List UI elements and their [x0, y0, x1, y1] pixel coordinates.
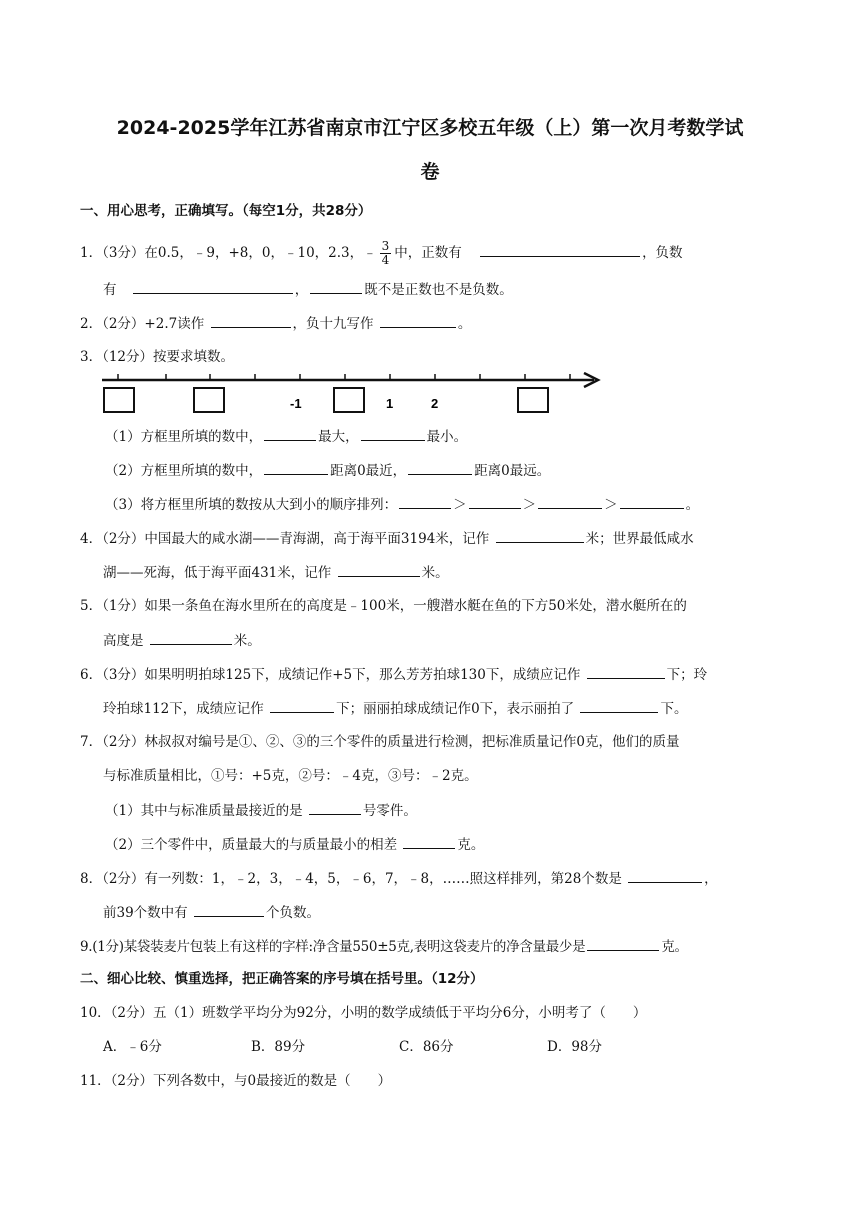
q5-blank-height[interactable]: [150, 630, 232, 645]
question-4-line1: [80, 528, 694, 549]
question-5-line2: [103, 630, 261, 651]
q6-blank-fangfang[interactable]: [587, 664, 665, 679]
question-7-part-1: [105, 800, 417, 821]
q1-frac-numerator: 3: [381, 239, 390, 253]
q7-p1-blank[interactable]: [309, 800, 361, 815]
q8-text-b: ，: [704, 871, 718, 887]
q6-text-e: 下。: [660, 701, 688, 717]
q3-p1-text-a: （1）方框里所填的数中，: [105, 429, 263, 445]
q8-text-d: 个负数。: [265, 905, 320, 921]
q3-p2-blank-nearest[interactable]: [264, 460, 328, 475]
q1-text-e: ，: [294, 282, 309, 298]
q3-p1-blank-min[interactable]: [361, 426, 425, 441]
q3-p2-text-c: 距离0最远。: [474, 463, 551, 479]
q3-p1-blank-max[interactable]: [264, 426, 316, 441]
q9-text-a: 9.(1分)某袋装麦片包装上有这样的字样:净含量550±5克,表明这袋麦片的净含量最少是: [80, 939, 586, 955]
question-2: [80, 313, 471, 334]
exam-title-line1: 2024-2025学年江苏省南京市江宁区多校五年级（上）第一次月考数学试: [116, 117, 744, 139]
q8-blank-28th[interactable]: [628, 868, 702, 883]
q8-blank-negatives[interactable]: [194, 902, 264, 917]
q6-text-d: 下；丽丽拍球成绩记作0下，表示丽拍了: [336, 701, 575, 717]
q3-p1-text-c: 最小。: [426, 429, 468, 445]
q10-option-b[interactable]: B．89分: [251, 1039, 306, 1055]
question-3-part-2: [105, 460, 550, 481]
q3-p3-blank-2[interactable]: [469, 494, 521, 509]
question-6-line1: [80, 664, 707, 685]
question-6-line2: [103, 698, 687, 719]
q4-text-d: 米。: [421, 565, 449, 581]
question-10: 10．（2分）五（1）班数学平均分为92分，小明的数学成绩低于平均分6分，小明考了（ ）: [80, 1005, 647, 1021]
q10-option-c[interactable]: C．86分: [399, 1039, 454, 1055]
question-4-line2: [103, 562, 449, 583]
tick-label-1: 1: [386, 396, 394, 411]
q6-text-c: 玲拍球112下，成绩应记作: [103, 701, 264, 717]
question-3-part-3: [105, 494, 699, 515]
question-8-line1: [80, 868, 718, 889]
question-8-line2: [103, 902, 320, 923]
tick-label-minus-1: -1: [290, 396, 302, 411]
q3-p3-blank-3[interactable]: [538, 494, 602, 509]
number-line-figure: [100, 372, 610, 420]
q8-text-a: 8．（2分）有一列数：1，﹣2，3，﹣4，5，﹣6，7，﹣8，……照这样排列，第28个数是: [80, 871, 622, 887]
q3-p3-gt-1: ＞: [453, 497, 467, 513]
q10-option-d[interactable]: D．98分: [547, 1039, 603, 1055]
q3-p1-text-b: 最大，: [318, 429, 359, 445]
q2-blank-read[interactable]: [211, 313, 291, 328]
q3-p3-end: 。: [685, 497, 700, 513]
q2-text-c: 。: [457, 316, 472, 332]
q1-blank-zero[interactable]: [310, 279, 362, 294]
section-1-heading: 一、用心思考，正确填写。（每空1分，共28分）: [80, 203, 372, 219]
q5-text-b: 高度是: [103, 633, 144, 649]
q1-text-b: 中，正数有: [394, 245, 462, 261]
q3-p3-gt-3: ＞: [604, 497, 618, 513]
q1-text-c: ，负数: [642, 245, 683, 261]
question-3: 3．（12分）按要求填数。: [80, 349, 235, 365]
q4-blank-qinghai[interactable]: [496, 528, 584, 543]
question-7-line2: 与标准质量相比，①号：+5克，②号：﹣4克，③号：﹣2克。: [103, 768, 478, 784]
answer-box-4: [518, 388, 548, 412]
q7-p2-text-b: 克。: [457, 837, 485, 853]
answer-box-1: [104, 388, 134, 412]
section-2-heading: 二、细心比较、慎重选择，把正确答案的序号填在括号里。（12分）: [80, 971, 484, 987]
q6-blank-lingling[interactable]: [270, 698, 334, 713]
q4-blank-deadsea[interactable]: [338, 562, 420, 577]
q6-blank-lili[interactable]: [580, 698, 658, 713]
question-1-line2: [103, 279, 513, 300]
answer-box-3: [334, 388, 364, 412]
q6-text-a: 6．（3分）如果明明拍球125下，成绩记作+5下，那么芳芳拍球130下，成绩应记作: [80, 667, 581, 683]
q1-fraction: [380, 240, 392, 267]
q3-p2-text-a: （2）方框里所填的数中，: [105, 463, 263, 479]
q1-frac-denominator: 4: [381, 253, 390, 267]
q7-p2-text-a: （2）三个零件中，质量最大的与质量最小的相差: [105, 837, 398, 853]
q3-p3-gt-2: ＞: [522, 497, 537, 513]
q4-text-c: 湖——死海，低于海平面431米，记作: [103, 565, 332, 581]
question-5-line1: 5．（1分）如果一条鱼在海水里所在的高度是﹣100米，一艘潜水艇在鱼的下方50米处，潜水艇所在的: [80, 598, 687, 614]
q1-blank-negative[interactable]: [133, 279, 293, 294]
q1-text-d: 有: [103, 282, 117, 298]
q1-text-a: 1．（3分）在0.5，﹣9，+8，0，﹣10，2.3，: [80, 245, 364, 261]
question-7-part-2: [105, 834, 484, 855]
q1-text-f: 既不是正数也不是负数。: [364, 282, 513, 298]
q9-text-b: 克。: [661, 939, 688, 955]
q3-p2-blank-farthest[interactable]: [408, 460, 472, 475]
q6-text-b: 下；玲: [666, 667, 708, 683]
q8-text-c: 前39个数中有: [103, 905, 188, 921]
q5-text-c: 米。: [233, 633, 261, 649]
q7-p1-text-b: 号零件。: [362, 803, 417, 819]
q9-blank-min[interactable]: [587, 936, 659, 951]
q3-p3-blank-4[interactable]: [620, 494, 684, 509]
answer-box-2: [194, 388, 224, 412]
question-11: 11．（2分）下列各数中，与0最接近的数是（ ）: [80, 1073, 392, 1089]
q1-frac-sign: ﹣: [363, 245, 377, 261]
tick-label-2: 2: [431, 396, 439, 411]
q2-blank-write[interactable]: [380, 313, 456, 328]
q3-p3-blank-1[interactable]: [399, 494, 451, 509]
q2-text-a: 2．（2分）+2.7读作: [80, 316, 205, 332]
question-3-part-1: [105, 426, 467, 447]
q3-p3-text-a: （3）将方框里所填的数按从大到小的顺序排列：: [105, 497, 398, 513]
q10-option-a[interactable]: A．﹣6分: [103, 1039, 162, 1055]
exam-title-line2: 卷: [420, 161, 440, 183]
q7-p1-text-a: （1）其中与标准质量最接近的是: [105, 803, 303, 819]
question-9: [80, 936, 688, 957]
q4-text-b: 米；世界最低咸水: [585, 531, 694, 547]
q2-text-b: ，负十九写作: [292, 316, 374, 332]
q3-p2-text-b: 距离0最近，: [330, 463, 407, 479]
q4-text-a: 4．（2分）中国最大的咸水湖——青海湖，高于海平面3194米，记作: [80, 531, 490, 547]
q7-p2-blank[interactable]: [403, 834, 455, 849]
question-1-line1: [80, 240, 683, 267]
question-7-line1: 7．（2分）林叔叔对编号是①、②、③的三个零件的质量进行检测，把标准质量记作0克，他们的质量: [80, 734, 680, 750]
q1-blank-positive[interactable]: [480, 242, 640, 257]
question-10-options: [103, 1037, 695, 1057]
